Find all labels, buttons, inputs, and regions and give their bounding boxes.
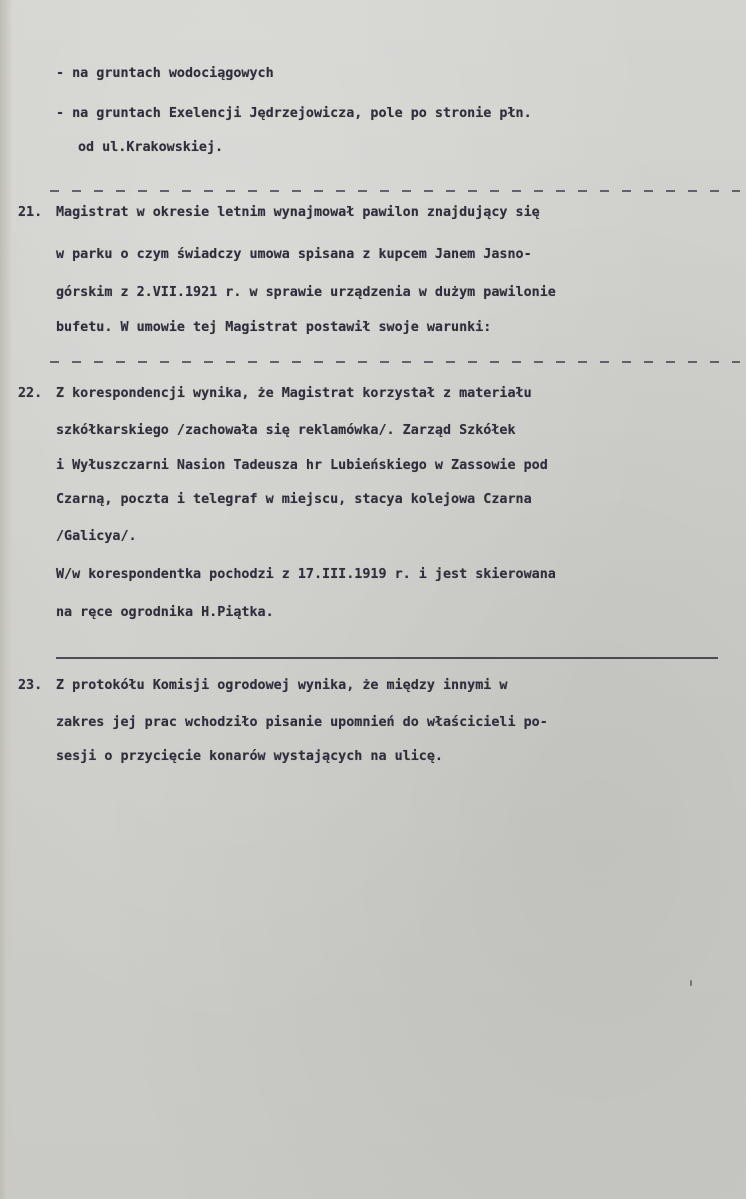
section-22-line-1: Z korespondencji wynika, że Magistrat korzystał z materiału [56, 386, 532, 401]
section-22-line-3: i Wyłuszczarni Nasion Tadeusza hr Lubieńskiego w Zassowie pod [56, 458, 548, 473]
dashed-separator-1 [50, 190, 740, 192]
section-number-21: 21. [18, 205, 43, 220]
section-22-line-2: szkółkarskiego /zachowała się reklamówka/. Zarząd Szkółek [56, 423, 516, 438]
section-23-line-1: Z protokółu Komisji ogrodowej wynika, że między innymi w [56, 678, 508, 693]
section-number-23: 23. [18, 678, 43, 693]
bullet-line-2: - na gruntach Exelencji Jędrzejowicza, pole po stronie płn. [56, 106, 532, 121]
section-21-line-2: w parku o czym świadczy umowa spisana z kupcem Janem Jasno- [56, 247, 532, 262]
section-21-line-3: górskim z 2.VII.1921 r. w sprawie urządzenia w dużym pawilonie [56, 285, 556, 300]
horizontal-rule [56, 657, 718, 659]
paper-speck [690, 980, 692, 986]
bullet-line-1: - na gruntach wodociągowych [56, 66, 274, 81]
section-22-line-7: na ręce ogrodnika H.Piątka. [56, 605, 274, 620]
page-edge-shadow [0, 0, 12, 1199]
section-21-line-4: bufetu. W umowie tej Magistrat postawił swoje warunki: [56, 320, 492, 335]
section-21-line-1: Magistrat w okresie letnim wynajmował pawilon znajdujący się [56, 205, 540, 220]
section-22-line-4: Czarną, poczta i telegraf w miejscu, stacya kolejowa Czarna [56, 492, 532, 507]
section-23-line-3: sesji o przycięcie konarów wystających na ulicę. [56, 749, 443, 764]
section-22-line-6: W/w korespondentka pochodzi z 17.III.1919 r. i jest skierowana [56, 567, 556, 582]
section-number-22: 22. [18, 386, 43, 401]
section-22-line-5: /Galicya/. [56, 529, 137, 544]
dashed-separator-2 [50, 361, 740, 363]
section-23-line-2: zakres jej prac wchodziło pisanie upomnień do właścicieli po- [56, 715, 548, 730]
bullet-line-3: od ul.Krakowskiej. [78, 140, 224, 155]
